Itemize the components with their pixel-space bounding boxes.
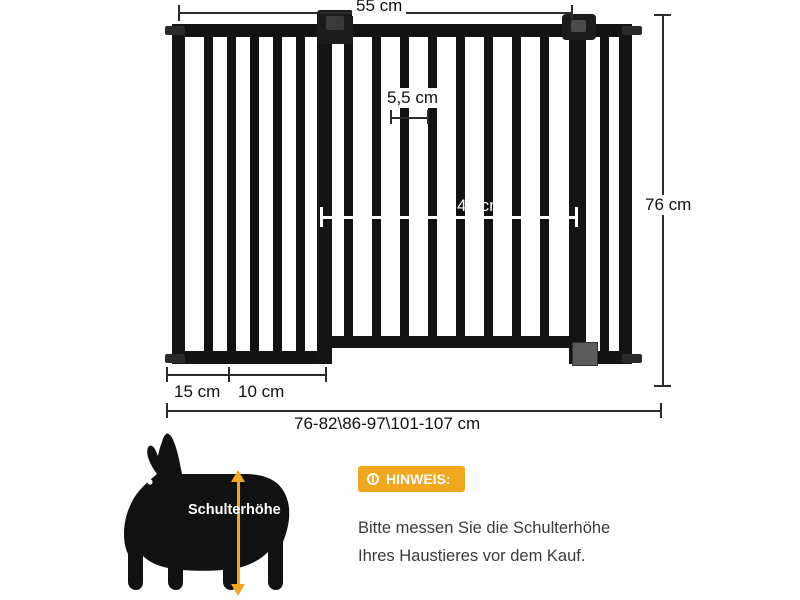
dim-height-tick-top xyxy=(654,14,671,16)
gate-bar xyxy=(484,34,493,344)
dim-door-width-tick-left xyxy=(320,207,323,227)
dim-door-width-label: 49 cm xyxy=(457,196,504,215)
gate-bar xyxy=(428,34,437,344)
dim-total-tick-right xyxy=(660,403,662,418)
gate-illustration xyxy=(160,10,650,370)
dim-gap-line xyxy=(390,117,428,119)
note-badge xyxy=(358,466,465,492)
shoulder-height-label: Schulterhöhe xyxy=(188,502,281,518)
dim-ext-left-label: 15 cm xyxy=(170,382,224,402)
note-block xyxy=(358,466,688,570)
gate-bar xyxy=(250,34,259,354)
dim-total-tick-left xyxy=(166,403,168,418)
gate-bar xyxy=(400,34,409,344)
note-text xyxy=(358,514,688,570)
dog-ear-path xyxy=(147,446,160,474)
dim-ext-line xyxy=(166,374,326,376)
gate-bar xyxy=(227,34,236,354)
dim-top-width-label: 55 cm xyxy=(352,0,406,16)
dim-ext-tick-mid xyxy=(228,367,230,382)
dim-top-width-tick-right xyxy=(571,5,573,21)
gate-bar xyxy=(456,34,465,344)
dog-eye xyxy=(147,479,152,484)
mount-screw-top-left xyxy=(165,26,185,35)
mount-screw-bottom-left xyxy=(165,354,185,363)
dim-height-label: 76 cm xyxy=(641,195,695,215)
gate-bar xyxy=(540,34,549,344)
mount-screw-bottom-right xyxy=(622,354,642,363)
gate-bar xyxy=(512,34,521,344)
dim-door-width-line xyxy=(320,216,578,219)
dim-gap-tick-right xyxy=(427,110,429,124)
dim-door-width-tick-right xyxy=(575,207,578,227)
dim-ext-left2-label: 10 cm xyxy=(234,382,288,402)
shoulder-arrow-shaft xyxy=(237,478,240,588)
gate-bar xyxy=(204,34,213,354)
shoulder-arrow-head-down xyxy=(231,584,245,596)
dog-illustration xyxy=(110,430,360,595)
shoulder-arrow-head-up xyxy=(231,470,245,482)
gate-bar xyxy=(600,34,609,354)
gate-post-left xyxy=(172,24,185,364)
dim-total-label: 76-82\86-97\101-107 cm xyxy=(290,414,484,434)
dim-top-width-tick-left xyxy=(178,5,180,21)
gate-frame xyxy=(172,24,632,364)
dim-gap-tick-left xyxy=(390,110,392,124)
gate-hinge-knob-detail xyxy=(571,20,586,32)
gate-post-door-left xyxy=(317,24,332,364)
mount-screw-top-right xyxy=(622,26,642,35)
note-line-2: Ihres Haustieres vor dem Kauf. xyxy=(358,547,586,566)
gate-bar xyxy=(296,34,305,354)
dim-total-line xyxy=(166,410,662,412)
gate-door-latch-foot xyxy=(572,342,598,366)
info-icon xyxy=(367,473,379,485)
dim-height-tick-bottom xyxy=(654,385,671,387)
gate-bar xyxy=(372,34,381,344)
note-badge-label: HINWEIS: xyxy=(386,471,451,487)
gate-bar xyxy=(273,34,282,354)
gate-handle-button xyxy=(326,16,344,30)
gate-post-door-right xyxy=(569,24,586,364)
gate-bar xyxy=(344,34,353,344)
dim-gap-label: 5,5 cm xyxy=(383,88,442,108)
gate-post-right xyxy=(619,24,632,364)
dim-ext-tick-left xyxy=(166,367,168,382)
dim-ext-tick-right xyxy=(325,367,327,382)
note-line-1: Bitte messen Sie die Schulterhöhe xyxy=(358,519,611,537)
gate-door-threshold xyxy=(322,336,584,348)
